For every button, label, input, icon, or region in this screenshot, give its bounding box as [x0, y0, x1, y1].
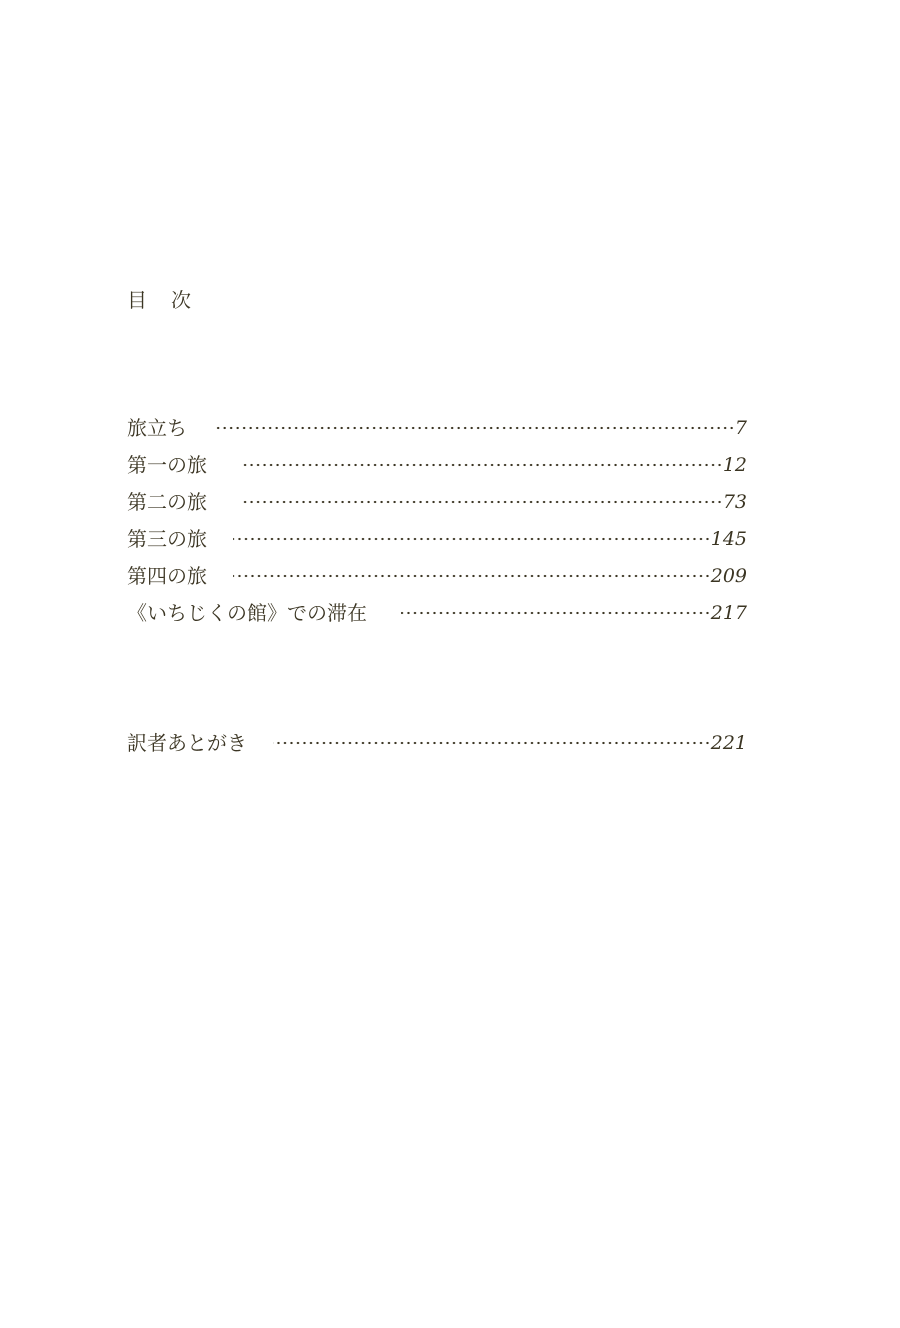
toc-entry-page: 7: [734, 417, 747, 439]
toc-entry-page: 209: [710, 565, 747, 587]
toc-entry-page: 145: [710, 528, 747, 550]
toc-entry-title: 第二の旅: [127, 490, 207, 514]
toc-entry[interactable]: [127, 447, 747, 477]
toc-entry-page: 217: [710, 602, 747, 624]
dot-leader: [213, 422, 735, 434]
toc-entry-page: 12: [722, 454, 747, 476]
toc-entry[interactable]: [127, 484, 747, 514]
toc-entry-afterword[interactable]: [127, 725, 747, 755]
toc-entry-title: 訳者あとがき: [127, 731, 247, 755]
dot-leader: [273, 737, 711, 749]
toc-entry-title: 第四の旅: [127, 564, 207, 588]
toc-entry-title: 第一の旅: [127, 453, 207, 477]
dot-leader: [241, 459, 723, 471]
toc-entry[interactable]: [127, 521, 747, 551]
title-char-2: 次: [171, 288, 191, 312]
toc-entry[interactable]: [127, 558, 747, 588]
toc-entry-page: 73: [722, 491, 747, 513]
page-title: [127, 284, 191, 313]
toc-entry[interactable]: [127, 595, 747, 625]
dot-leader: [241, 496, 723, 508]
dot-leader: [401, 607, 711, 619]
toc-entry-title: 《いちじくの館》での滞在: [127, 601, 367, 625]
dot-leader: [233, 570, 711, 582]
dot-leader: [233, 533, 711, 545]
toc-entry-page: 221: [710, 732, 747, 754]
toc-entry[interactable]: [127, 410, 747, 440]
toc-entry-title: 第三の旅: [127, 527, 207, 551]
title-char-1: 目: [127, 288, 147, 312]
toc-entry-title: 旅立ち: [127, 416, 187, 440]
